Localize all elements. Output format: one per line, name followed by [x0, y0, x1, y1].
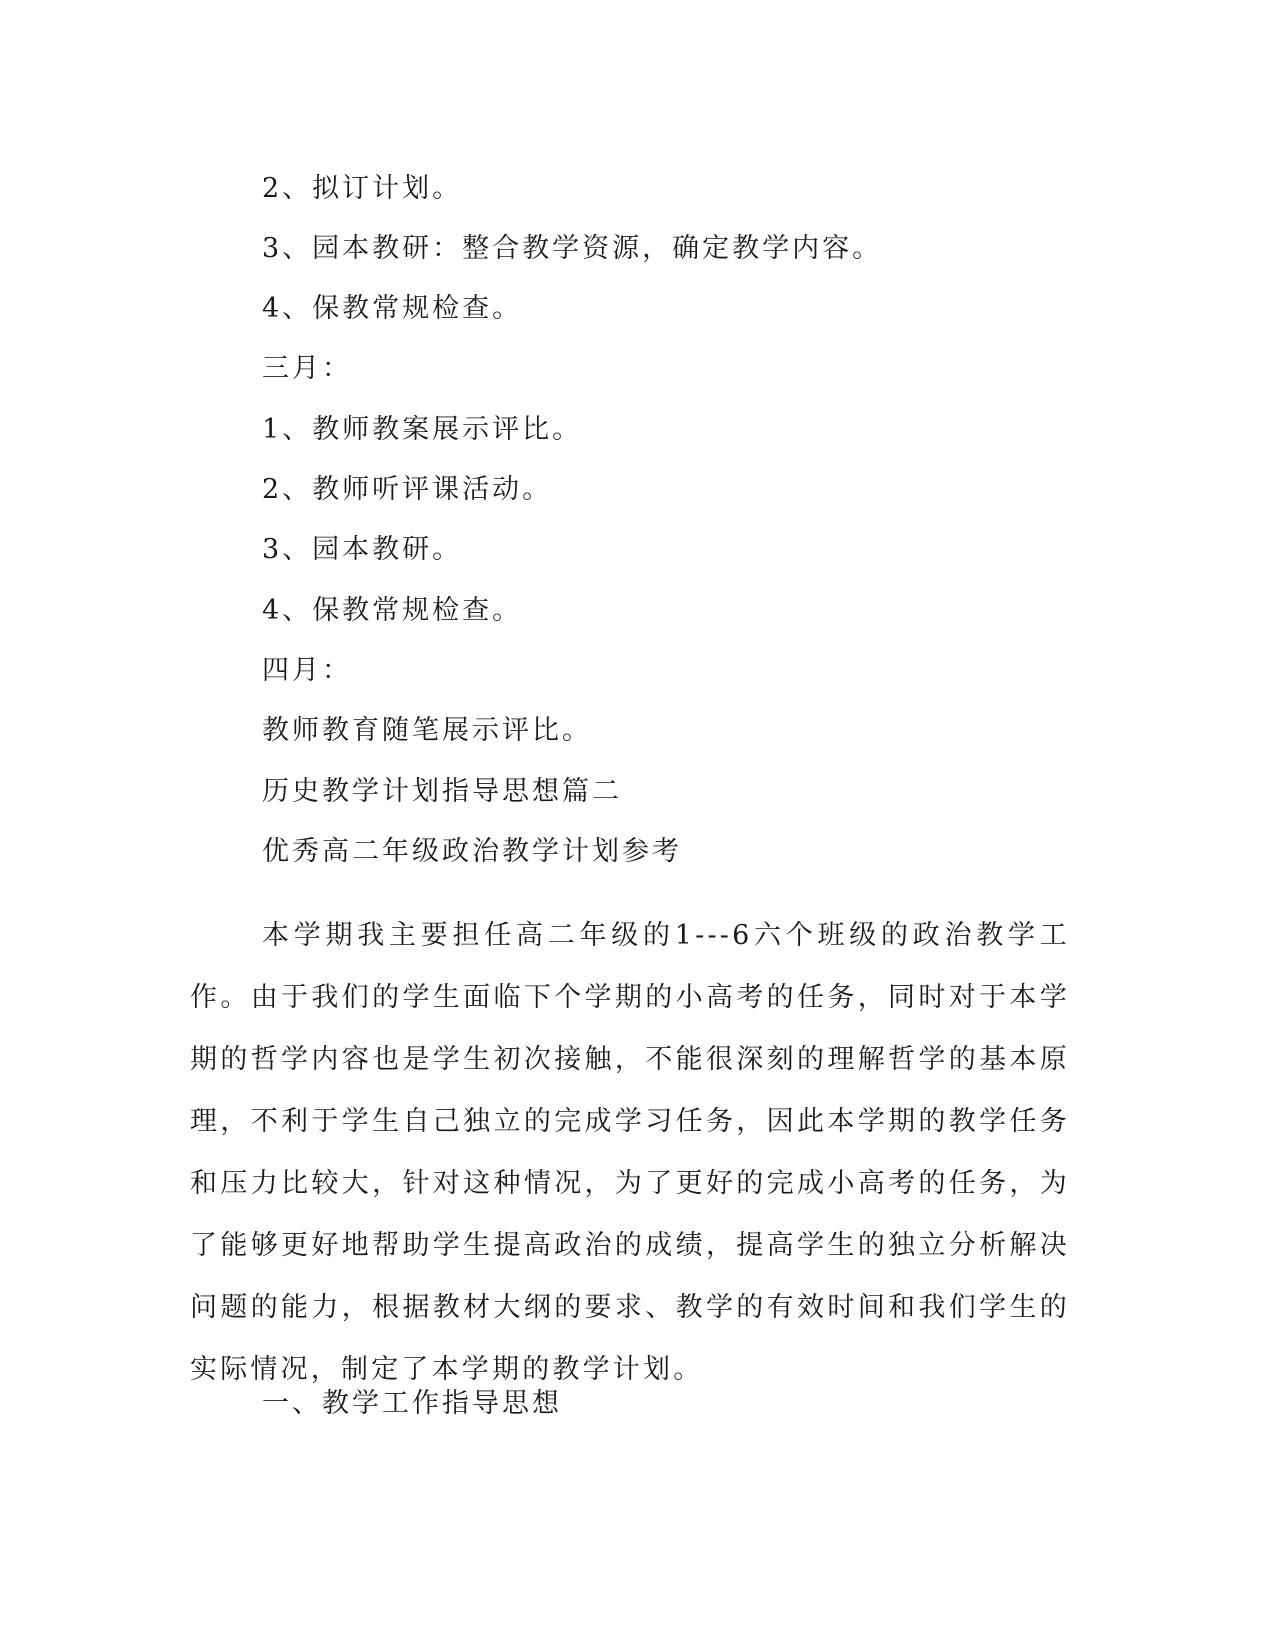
article-title: 历史教学计划指导思想篇二 — [262, 776, 622, 807]
list-item: 3、园本教研：整合教学资源，确定教学内容。 — [262, 233, 883, 264]
month-heading: 四月： — [262, 655, 352, 686]
list-item: 教师教育随笔展示评比。 — [262, 715, 592, 746]
section-heading: 一、教学工作指导思想 — [262, 1388, 562, 1419]
article-subtitle: 优秀高二年级政治教学计划参考 — [262, 836, 682, 867]
list-item: 2、拟订计划。 — [262, 173, 463, 204]
body-paragraph: 本学期我主要担任高二年级的1---6六个班级的政治教学工作。由于我们的学生面临下个学期的小高考的任务，同时对于本学期的哲学内容也是学生初次接触，不能很深刻的理解哲学的基本原理，不利于学生自己独立的完成学习任务，因此本学期的教学任务和压力比较大，针对这种情况，为了更好的完成小高考的任务，为了能够更好地帮助学生提高政治的成绩，提高学生的独立分析解决问题的能力，根据教材大纲的要求、教学的有效时间和我们学生的实际情况，制定了本学期的教学计划。 — [190, 920, 1070, 1385]
list-item: 3、园本教研。 — [262, 534, 463, 565]
list-item: 4、保教常规检查。 — [262, 293, 523, 324]
list-item: 4、保教常规检查。 — [262, 595, 523, 626]
list-item: 2、教师听评课活动。 — [262, 474, 553, 505]
list-item: 1、教师教案展示评比。 — [262, 414, 583, 445]
month-heading: 三月： — [262, 353, 352, 384]
